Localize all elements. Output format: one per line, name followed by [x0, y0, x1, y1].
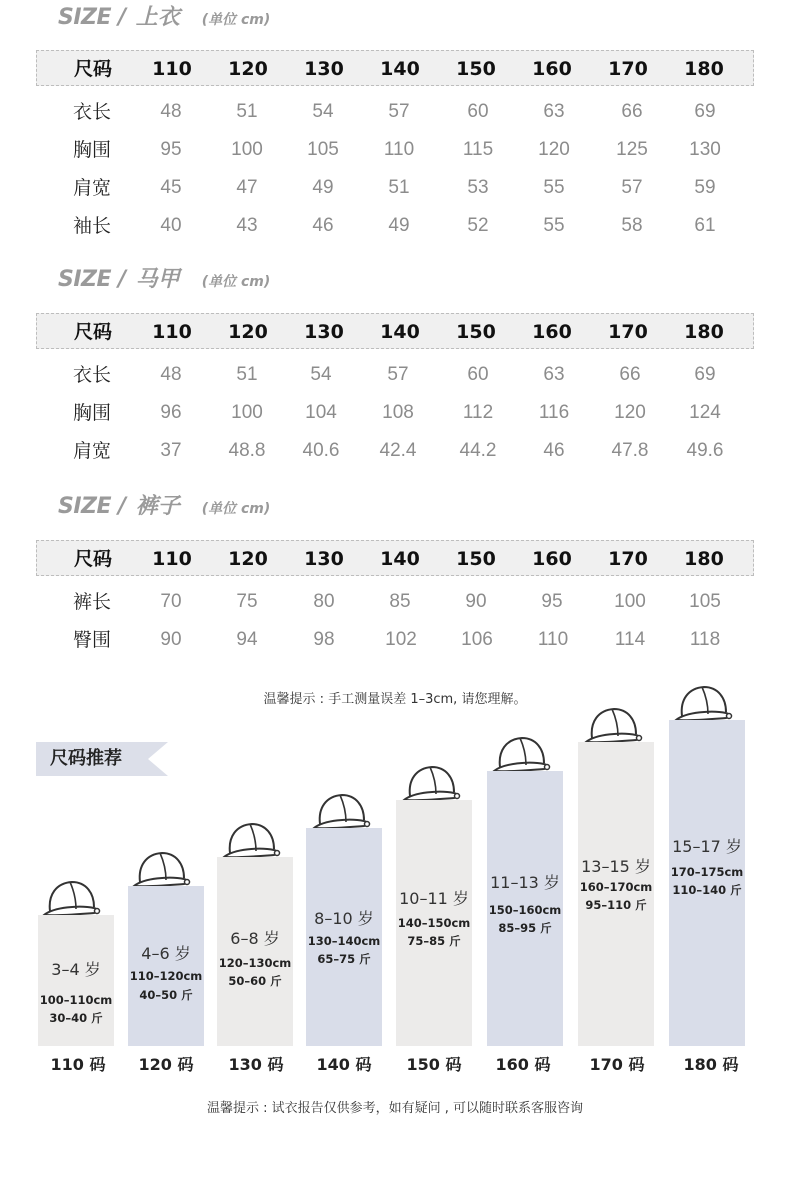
weight-range: 65–75 斤: [317, 952, 371, 966]
size-label-160: 160 码: [495, 1055, 551, 1074]
table-row: [36, 208, 754, 244]
table-cell: 100: [231, 139, 263, 160]
table-cell: 48: [160, 364, 182, 385]
table-cell: 44.2: [459, 440, 497, 461]
header-cell: 170: [608, 548, 648, 570]
header-cell: 140: [380, 548, 420, 570]
size-label-140: 140 码: [316, 1055, 372, 1074]
table-row: [36, 170, 754, 206]
table-cell: 52: [467, 215, 489, 236]
table-cell: 108: [382, 402, 414, 423]
table-cell: 120: [614, 402, 646, 423]
table-cell: 112: [462, 402, 494, 423]
header-cell: 140: [380, 321, 420, 343]
table-cell: 51: [388, 177, 410, 198]
section-name: 裤子: [135, 494, 180, 519]
baseball-cap-icon: [220, 819, 284, 861]
table-cell: 63: [543, 101, 565, 122]
height-range: 110–120cm: [129, 969, 203, 983]
header-cell: 120: [228, 58, 268, 80]
size-bar: [669, 720, 745, 1046]
size-label: SIZE /: [58, 5, 126, 30]
height-range: 100–110cm: [39, 993, 113, 1007]
size-label: SIZE /: [58, 267, 126, 292]
table-cell: 40: [160, 215, 182, 236]
unit-label: (单位 cm): [201, 274, 271, 290]
age-range: 8–10 岁: [314, 909, 374, 928]
baseball-cap-icon: [310, 790, 374, 832]
header-cell: 尺码: [73, 321, 113, 343]
height-range: 160–170cm: [579, 880, 653, 894]
header-cell: 150: [456, 548, 496, 570]
table-cell: 54: [312, 101, 334, 122]
table-cell: 120: [538, 139, 570, 160]
header-cell: 120: [228, 548, 268, 570]
row-label: 胸围: [72, 402, 112, 424]
table-row: [36, 357, 754, 393]
age-range: 13–15 岁: [581, 857, 651, 876]
weight-range: 85–95 斤: [498, 921, 552, 935]
row-label: 臀围: [72, 629, 112, 651]
table-cell: 75: [236, 591, 258, 612]
table-cell: 53: [467, 177, 489, 198]
table-cell: 104: [305, 402, 337, 423]
table-cell: 100: [231, 402, 263, 423]
table-cell: 46: [312, 215, 334, 236]
row-label: 胸围: [72, 139, 112, 161]
weight-range: 40–50 斤: [139, 988, 193, 1002]
table-cell: 47.8: [611, 440, 649, 461]
table-cell: 130: [689, 139, 721, 160]
header-cell: 120: [228, 321, 268, 343]
row-label: 肩宽: [72, 440, 112, 462]
header-cell: 130: [304, 548, 344, 570]
header-cell: 160: [532, 58, 572, 80]
table-cell: 96: [160, 402, 182, 423]
weight-range: 95–110 斤: [585, 898, 647, 912]
table-header: [36, 540, 754, 576]
table-cell: 90: [160, 629, 182, 650]
height-range: 120–130cm: [218, 956, 292, 970]
header-cell: 170: [608, 58, 648, 80]
table-cell: 66: [621, 101, 643, 122]
header-cell: 110: [152, 548, 192, 570]
reference-tip: 温馨提示 : 试衣报告仅供参考，如有疑问 , 可以随时联系客服咨询: [206, 1101, 584, 1116]
table-cell: 95: [541, 591, 563, 612]
size-label-150: 150 码: [406, 1055, 462, 1074]
table-cell: 51: [236, 364, 258, 385]
unit-label: (单位 cm): [201, 12, 271, 28]
table-cell: 57: [621, 177, 643, 198]
header-cell: 160: [532, 321, 572, 343]
baseball-cap-icon: [400, 762, 464, 804]
table-cell: 49: [312, 177, 334, 198]
header-cell: 110: [152, 321, 192, 343]
row-label: 袖长: [72, 215, 112, 237]
baseball-cap-icon: [490, 733, 554, 775]
weight-range: 75–85 斤: [407, 934, 461, 948]
table-cell: 66: [619, 364, 641, 385]
table-cell: 61: [694, 215, 716, 236]
header-cell: 尺码: [73, 58, 113, 80]
unit-label: (单位 cm): [201, 501, 271, 517]
size-bar: [578, 742, 654, 1046]
table-cell: 47: [236, 177, 258, 198]
table-cell: 49.6: [686, 440, 724, 461]
row-label: 衣长: [72, 364, 112, 386]
table-cell: 43: [236, 215, 258, 236]
size-label-170: 170 码: [589, 1055, 645, 1074]
table-cell: 125: [616, 139, 648, 160]
recommend-title-tag: [36, 742, 168, 776]
row-label: 裤长: [72, 591, 112, 613]
size-label-130: 130 码: [228, 1055, 284, 1074]
size-bar: [396, 800, 472, 1046]
header-cell: 110: [152, 58, 192, 80]
table-cell: 55: [543, 215, 565, 236]
table-cell: 110: [537, 629, 569, 650]
table-cell: 70: [160, 591, 182, 612]
table-cell: 118: [689, 629, 721, 650]
header-cell: 180: [684, 548, 724, 570]
header-cell: 130: [304, 58, 344, 80]
baseball-cap-icon: [672, 682, 736, 724]
header-cell: 150: [456, 321, 496, 343]
measurement-tip: 温馨提示 : 手工测量误差 1–3cm, 请您理解。: [263, 692, 527, 707]
size-bar: [128, 886, 204, 1046]
table-cell: 98: [313, 629, 335, 650]
table-cell: 100: [614, 591, 646, 612]
size-label: SIZE /: [58, 494, 126, 519]
table-cell: 57: [388, 101, 410, 122]
age-range: 6–8 岁: [230, 929, 280, 948]
table-cell: 55: [543, 177, 565, 198]
table-cell: 116: [538, 402, 570, 423]
table-cell: 85: [389, 591, 411, 612]
row-label: 衣长: [72, 101, 112, 123]
table-row: [36, 132, 754, 168]
weight-range: 50–60 斤: [228, 974, 282, 988]
header-cell: 140: [380, 58, 420, 80]
header-cell: 160: [532, 548, 572, 570]
header-cell: 150: [456, 58, 496, 80]
baseball-cap-icon: [40, 877, 104, 919]
table-cell: 45: [160, 177, 182, 198]
table-cell: 42.4: [379, 440, 417, 461]
row-label: 肩宽: [72, 177, 112, 199]
table-cell: 48: [160, 101, 182, 122]
table-cell: 105: [307, 139, 339, 160]
table-cell: 106: [461, 629, 493, 650]
size-label-120: 120 码: [138, 1055, 194, 1074]
header-cell: 130: [304, 321, 344, 343]
size-bar: [306, 828, 382, 1046]
header-cell: 尺码: [73, 548, 113, 570]
table-cell: 95: [160, 139, 182, 160]
size-label-110: 110 码: [50, 1055, 106, 1074]
section-title-top: [58, 0, 270, 30]
age-range: 10–11 岁: [399, 889, 469, 908]
size-bar: [217, 857, 293, 1046]
table-cell: 80: [313, 591, 335, 612]
table-cell: 90: [465, 591, 487, 612]
height-range: 140–150cm: [397, 916, 471, 930]
table-cell: 69: [694, 101, 716, 122]
table-cell: 37: [160, 440, 182, 461]
table-cell: 54: [310, 364, 332, 385]
table-cell: 46: [543, 440, 565, 461]
age-range: 11–13 岁: [490, 873, 560, 892]
table-header: [36, 50, 754, 86]
table-cell: 63: [543, 364, 565, 385]
table-header: [36, 313, 754, 349]
header-cell: 180: [684, 58, 724, 80]
weight-range: 30–40 斤: [49, 1011, 103, 1025]
table-cell: 69: [694, 364, 716, 385]
age-range: 4–6 岁: [141, 944, 191, 963]
table-row: [36, 622, 754, 658]
table-cell: 48.8: [228, 440, 266, 461]
table-cell: 102: [385, 629, 417, 650]
table-cell: 57: [387, 364, 409, 385]
size-bar: [38, 915, 114, 1046]
table-row: [36, 433, 754, 469]
height-range: 150–160cm: [488, 903, 562, 917]
header-cell: 170: [608, 321, 648, 343]
table-cell: 60: [467, 101, 489, 122]
age-range: 3–4 岁: [51, 960, 101, 979]
table-cell: 110: [383, 139, 415, 160]
table-cell: 94: [236, 629, 258, 650]
table-cell: 51: [236, 101, 258, 122]
table-cell: 114: [614, 629, 646, 650]
weight-range: 110–140 斤: [672, 883, 742, 897]
table-cell: 58: [621, 215, 643, 236]
table-row: [36, 584, 754, 620]
table-cell: 60: [467, 364, 489, 385]
section-title-vest: [58, 262, 270, 292]
table-cell: 59: [694, 177, 716, 198]
height-range: 130–140cm: [307, 934, 381, 948]
table-cell: 105: [689, 591, 721, 612]
age-range: 15–17 岁: [672, 837, 742, 856]
recommend-title: 尺码推荐: [50, 748, 122, 769]
section-title-pants: [58, 489, 270, 519]
baseball-cap-icon: [130, 848, 194, 890]
size-label-180: 180 码: [683, 1055, 739, 1074]
table-cell: 49: [388, 215, 410, 236]
section-name: 上衣: [135, 5, 180, 30]
table-cell: 40.6: [302, 440, 340, 461]
size-bar: [487, 771, 563, 1046]
table-row: [36, 395, 754, 431]
table-row: [36, 94, 754, 130]
table-cell: 115: [462, 139, 494, 160]
section-name: 马甲: [135, 267, 180, 292]
header-cell: 180: [684, 321, 724, 343]
baseball-cap-icon: [582, 704, 646, 746]
height-range: 170–175cm: [670, 865, 744, 879]
table-cell: 124: [689, 402, 721, 423]
